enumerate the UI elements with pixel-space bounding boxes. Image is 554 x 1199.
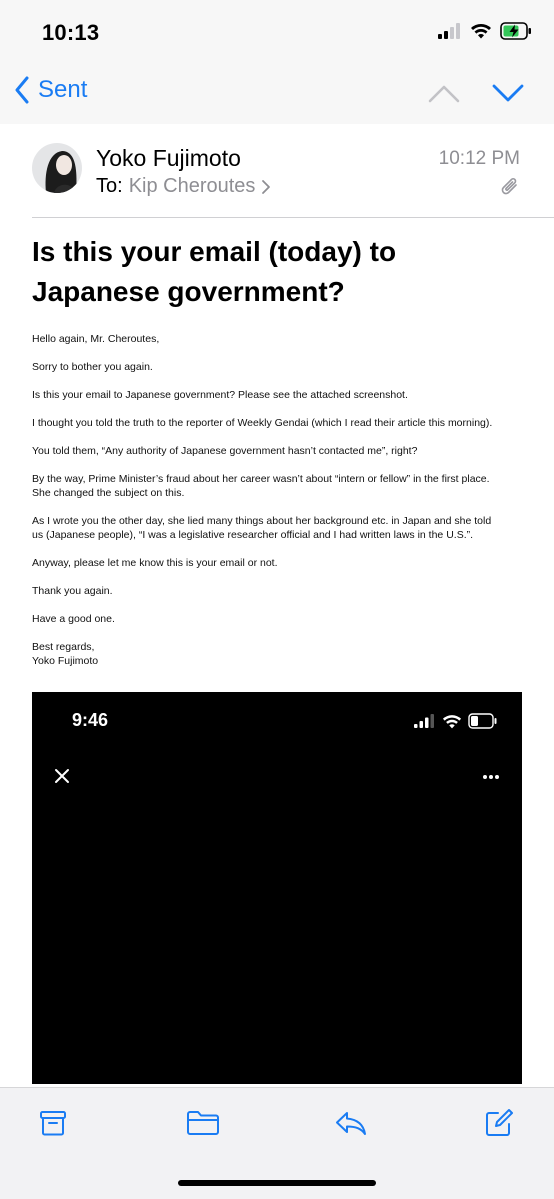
- email-subject: Is this your email (today) to Japanese government?: [32, 236, 397, 307]
- avatar[interactable]: [32, 143, 82, 193]
- to-label: To:: [96, 175, 123, 197]
- attachment-status-icons: [414, 713, 498, 729]
- attached-screenshot[interactable]: [32, 692, 522, 1084]
- header-divider: [32, 217, 554, 218]
- body-paragraph: By the way, Prime Minister’s fraud about her career wasn’t about “intern or fellow” in the first place. She changed the subject on this.: [32, 473, 490, 499]
- wifi-icon: [470, 23, 492, 39]
- wifi-icon: [442, 714, 462, 729]
- back-label: Sent: [38, 76, 88, 103]
- paperclip-icon: [500, 176, 520, 198]
- body-paragraph: Sorry to bother you again.: [32, 361, 153, 373]
- email-body: [32, 332, 502, 668]
- sender-name: Yoko Fujimoto: [96, 145, 241, 171]
- chevron-down-icon[interactable]: [492, 82, 524, 104]
- battery-charging-icon: [500, 22, 532, 40]
- body-paragraph: Hello again, Mr. Cheroutes,: [32, 333, 160, 345]
- body-paragraph: You told them, “Any authority of Japanese government hasn’t contacted me”, right?: [32, 445, 418, 457]
- recipient-line[interactable]: [96, 175, 271, 198]
- home-indicator[interactable]: [178, 1180, 376, 1186]
- chevron-right-icon: [261, 179, 271, 195]
- archive-icon[interactable]: [38, 1108, 68, 1138]
- email-header: [0, 124, 554, 220]
- close-icon: [54, 768, 70, 784]
- status-icons: [438, 22, 532, 40]
- body-paragraph: Anyway, please let me know this is your email or not.: [32, 557, 278, 569]
- reply-icon[interactable]: [334, 1108, 368, 1138]
- attachment-status-time: 9:46: [72, 710, 109, 730]
- body-paragraph: I thought you told the truth to the reporter of Weekly Gendai (which I read their article this morning).: [32, 417, 493, 429]
- cellular-signal-icon: [438, 23, 462, 39]
- chevron-up-icon[interactable]: [428, 82, 460, 104]
- nav-bar: [0, 62, 554, 124]
- body-paragraph: Have a good one.: [32, 613, 115, 625]
- recipient-name[interactable]: Kip Cheroutes: [128, 175, 256, 197]
- signoff: Best regards,: [32, 641, 95, 653]
- body-paragraph: Thank you again.: [32, 585, 113, 597]
- body-paragraph: As I wrote you the other day, she lied many things about her background etc. in Japan and she told us (Japanese people), “I was a legislative researcher official and I had written laws in the U.S.”.: [32, 515, 492, 541]
- battery-icon: [468, 713, 498, 729]
- compose-icon[interactable]: [484, 1108, 514, 1138]
- body-paragraph: Is this your email to Japanese government? Please see the attached screenshot.: [32, 389, 408, 401]
- status-bar: [0, 0, 554, 62]
- back-button[interactable]: [14, 76, 87, 104]
- more-options-icon: [482, 774, 500, 780]
- folder-icon[interactable]: [186, 1108, 220, 1138]
- status-time: 10:13: [42, 20, 100, 45]
- cellular-signal-icon: [414, 714, 436, 728]
- signature: Yoko Fujimoto: [32, 655, 99, 667]
- chevron-left-icon: [14, 76, 30, 104]
- email-time: 10:12 PM: [438, 148, 520, 169]
